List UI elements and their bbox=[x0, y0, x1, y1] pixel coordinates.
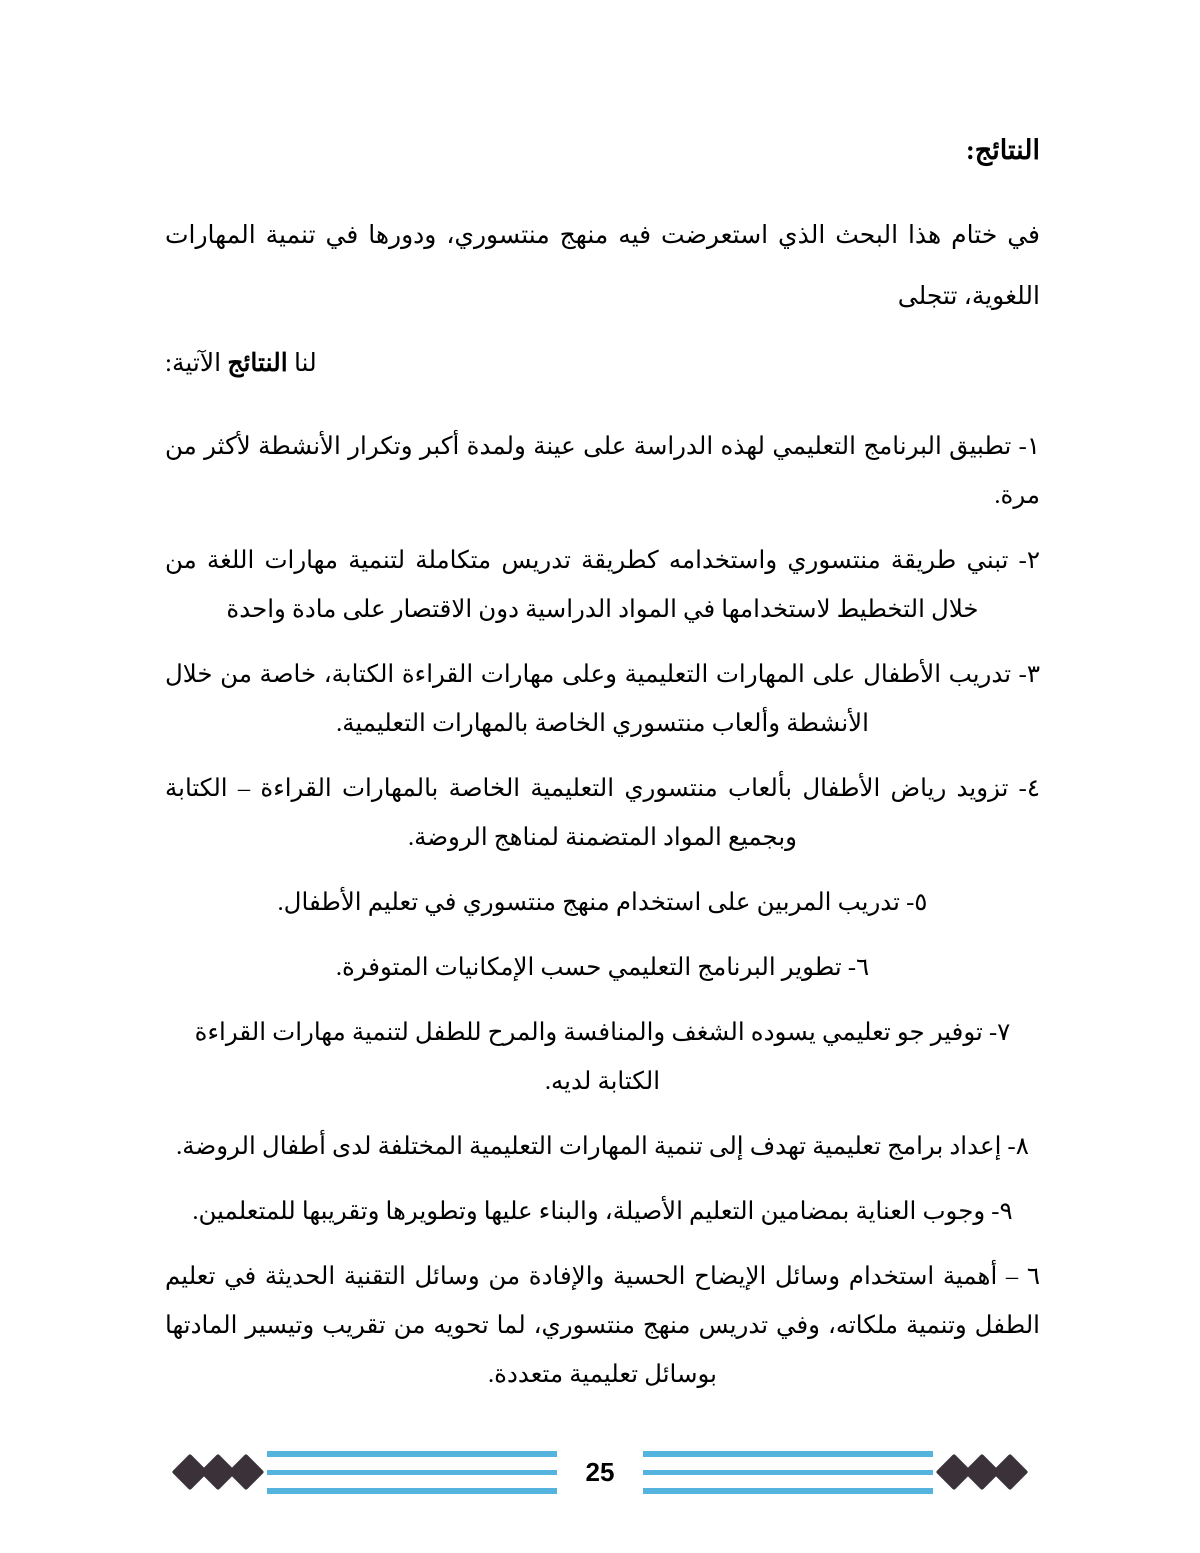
list-item: ٥- تدريب المربين على استخدام منهج منتسوري في تعليم الأطفال. bbox=[277, 889, 928, 917]
list-item: ٧- توفير جو تعليمي يسوده الشغف والمنافسة والمرح للطفل لتنمية مهارات القراءة الكتابة لديه. bbox=[194, 1019, 1011, 1096]
diamond-icon bbox=[228, 1454, 265, 1491]
results-list bbox=[165, 422, 1040, 1399]
intro-paragraph-line-1: في ختام هذا البحث الذي استعرضت فيه منهج منتسوري، ودورها في تنمية المهارات اللغوية، تتجلى bbox=[165, 221, 1040, 310]
intro-suffix: الآتية: bbox=[165, 350, 228, 377]
rule-line bbox=[643, 1488, 933, 1494]
rule-line bbox=[643, 1470, 933, 1475]
list-item: ٦- تطوير البرنامج التعليمي حسب الإمكانيات المتوفرة. bbox=[335, 954, 870, 982]
list-item: ٤- تزويد رياض الأطفال بألعاب منتسوري التعليمية الخاصة بالمهارات القراءة – الكتابة وبجميع المواد المتضمنة لمناهج الروضة. bbox=[165, 775, 1040, 852]
list-item: ٢- تبني طريقة منتسوري واستخدامه كطريقة تدريس متكاملة لتنمية مهارات اللغة من خلال التخطيط لاستخدامها في المواد الدراسية دون الاقتصار على مادة واحدة bbox=[165, 547, 1040, 624]
list-item: ٨- إعداد برامج تعليمية تهدف إلى تنمية المهارات التعليمية المختلفة لدى أطفال الروضة. bbox=[176, 1133, 1029, 1161]
rule-line bbox=[643, 1451, 933, 1457]
list-item: ٦ – أهمية استخدام وسائل الإيضاح الحسية والإفادة من وسائل التقنية الحديثة في تعليم الطفل وتنمية ملكاته، وفي تدريس منهج منتسوري، لما تحويه من تقريب وتيسير المادتها بوسائل تعليمية متعددة. bbox=[165, 1263, 1040, 1389]
page-title: النتائج: bbox=[965, 135, 1040, 165]
footer-rules-left bbox=[267, 1451, 557, 1494]
page-number: 25 bbox=[585, 1456, 615, 1487]
page-footer bbox=[0, 1437, 1200, 1507]
rule-line bbox=[267, 1470, 557, 1475]
list-item: ٩- وجوب العناية بمضامين التعليم الأصيلة، والبناء عليها وتطويرها وتقريبها للمتعلمين. bbox=[192, 1198, 1013, 1226]
footer-diamonds-left bbox=[177, 1459, 259, 1485]
page-content bbox=[165, 130, 1040, 1415]
intro-bold-run: النتائج bbox=[227, 350, 288, 377]
footer-diamonds-right bbox=[941, 1459, 1023, 1485]
list-item: ٣- تدريب الأطفال على المهارات التعليمية وعلى مهارات القراءة الكتابة، خاصة من خلال الأنشطة وألعاب منتسوري الخاصة بالمهارات التعليمية. bbox=[165, 661, 1040, 738]
list-item: ١- تطبيق البرنامج التعليمي لهذه الدراسة على عينة ولمدة أكبر وتكرار الأنشطة لأكثر من مرة. bbox=[165, 433, 1040, 510]
rule-line bbox=[267, 1488, 557, 1494]
intro-paragraph-line-2 bbox=[165, 333, 1040, 394]
intro-prefix: لنا bbox=[287, 350, 317, 377]
footer-rules-right bbox=[643, 1451, 933, 1494]
rule-line bbox=[267, 1451, 557, 1457]
diamond-icon bbox=[992, 1454, 1029, 1491]
